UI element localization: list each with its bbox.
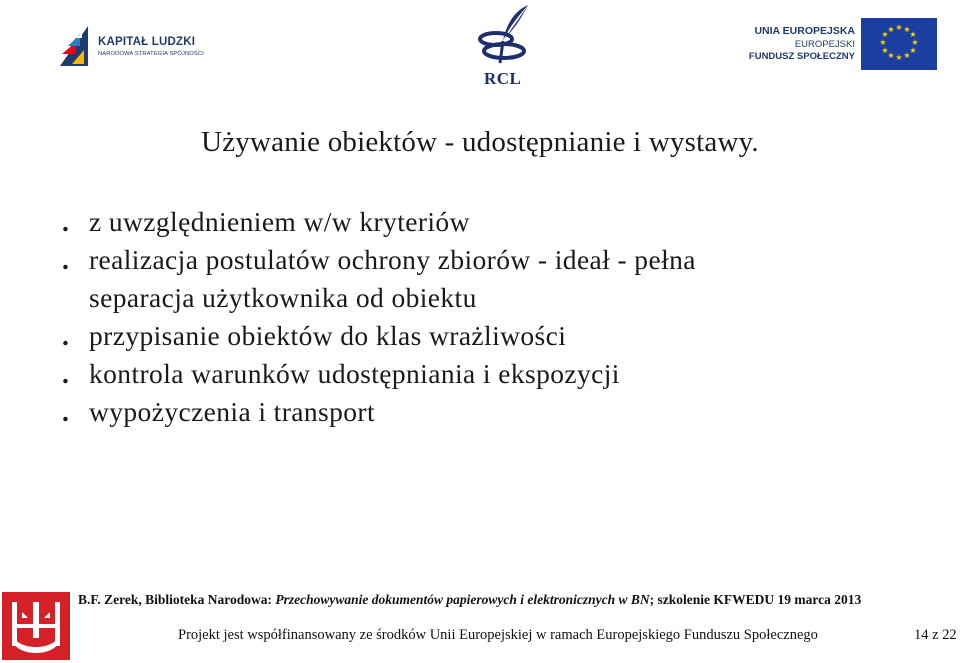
- slide-title: Używanie obiektów - udostępnianie i wystawy.: [201, 126, 759, 158]
- bullet-item: [62, 317, 922, 355]
- svg-text:★: ★: [895, 53, 903, 62]
- svg-text:★: ★: [909, 46, 917, 55]
- rcl-logo: [470, 3, 540, 91]
- svg-text:★: ★: [903, 51, 911, 60]
- bullet-marker: .: [62, 244, 70, 275]
- svg-text:★: ★: [887, 51, 895, 60]
- eu-flag-icon: [861, 18, 937, 70]
- bullet-marker: .: [62, 206, 70, 237]
- bullet-text: realizacja postulatów ochrony zbiorów - ideał - pełna: [89, 244, 696, 275]
- quill-emblem-icon: [470, 3, 540, 69]
- svg-text:★: ★: [879, 38, 887, 47]
- bullet-item: [62, 355, 922, 393]
- eu-logo: [745, 18, 940, 73]
- bullet-marker: .: [62, 358, 70, 389]
- kapital-ludzki-logo: [58, 22, 208, 70]
- svg-text:★: ★: [909, 30, 917, 39]
- page-number: 14 z 22: [914, 627, 957, 643]
- bullet-text: kontrola warunków udostępniania i ekspozycji: [89, 358, 620, 389]
- rcl-logo-text: RCL: [484, 69, 522, 88]
- kapital-ludzki-emblem-icon: [58, 24, 92, 68]
- bullet-list: [62, 203, 922, 431]
- biblioteka-narodowa-logo-icon: [2, 592, 70, 660]
- bullet-item: [62, 203, 922, 241]
- svg-text:★: ★: [881, 30, 889, 39]
- bullet-text: przypisanie obiektów do klas wrażliwości: [89, 320, 567, 351]
- footer-funding-note: Projekt jest współfinansowany ze środków Unii Europejskiej w ramach Europejskiego Funduszu Społecznego: [178, 627, 818, 643]
- bullet-item: [62, 393, 922, 431]
- svg-text:★: ★: [887, 25, 895, 34]
- bullet-text-continued: separacja użytkownika od obiektu: [89, 282, 477, 313]
- footer-author: B.F. Zerek, Biblioteka Narodowa:: [78, 592, 276, 607]
- eu-logo-line3: FUNDUSZ SPOŁECZNY: [748, 51, 855, 62]
- eu-logo-line2: EUROPEJSKI: [794, 39, 855, 50]
- svg-text:★: ★: [903, 25, 911, 34]
- bullet-marker: .: [62, 396, 70, 427]
- svg-text:★: ★: [881, 46, 889, 55]
- svg-text:★: ★: [895, 23, 903, 32]
- footer-work-title: Przechowywanie dokumentów papierowych i elektronicznych w BN: [275, 592, 650, 607]
- bullet-text: wypożyczenia i transport: [89, 396, 376, 427]
- kapital-ludzki-subtitle: NARODOWA STRATEGIA SPÓJNOŚCI: [98, 51, 204, 57]
- bullet-marker: .: [62, 320, 70, 351]
- svg-text:★: ★: [911, 38, 919, 47]
- eu-logo-line1: UNIA EUROPEJSKA: [754, 25, 855, 37]
- bullet-text: z uwzględnieniem w/w kryteriów: [89, 206, 470, 237]
- footer-event: ; szkolenie KFWEDU 19 marca 2013: [649, 592, 862, 607]
- kapital-ludzki-title: KAPITAŁ LUDZKI: [98, 36, 196, 48]
- bullet-item: [62, 241, 922, 317]
- footer-citation: [78, 592, 958, 608]
